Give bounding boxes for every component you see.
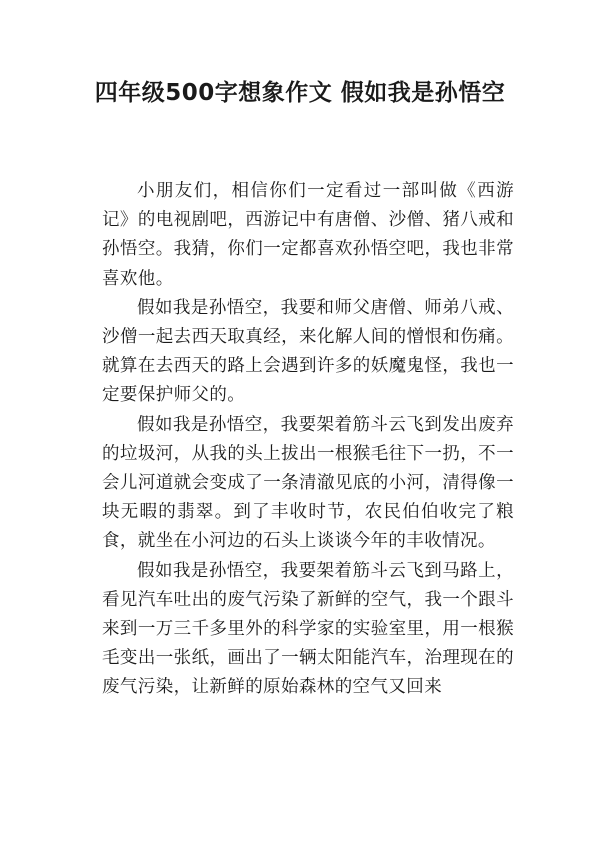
paragraph: 假如我是孙悟空，我要架着筋斗云飞到发出废弃的垃圾河，从我的头上拔出一根猴毛往下一扔，不一会儿河道就会变成了一条清澈见底的小河，清得像一块无暇的翡翠。到了丰收时节，农民伯伯收完了粮食，就坐在小河边的石头上谈谈今年的丰收情况。: [102, 414, 514, 552]
document-title: 四年级500字想象作文 假如我是孙悟空: [94, 80, 506, 106]
paragraph: 假如我是孙悟空，我要架着筋斗云飞到马路上，看见汽车吐出的废气污染了新鲜的空气，我一个跟斗来到一万三千多里外的科学家的实验室里，用一根猴毛变出一张纸，画出了一辆太阳能汽车，治理现在的废气污染，让新鲜的原始森林的空气又回来: [102, 560, 514, 698]
paragraph: 小朋友们，相信你们一定看过一部叫做《西游记》的电视剧吧，西游记中有唐僧、沙僧、猪八戒和孙悟空。我猜，你们一定都喜欢孙悟空吧，我也非常喜欢他。: [102, 181, 514, 289]
document-body: [102, 177, 514, 703]
paragraph: 假如我是孙悟空，我要和师父唐僧、师弟八戒、沙僧一起去西天取真经，来化解人间的憎恨和伤痛。就算在去西天的路上会遇到许多的妖魔鬼怪，我也一定要保护师父的。: [102, 297, 514, 406]
